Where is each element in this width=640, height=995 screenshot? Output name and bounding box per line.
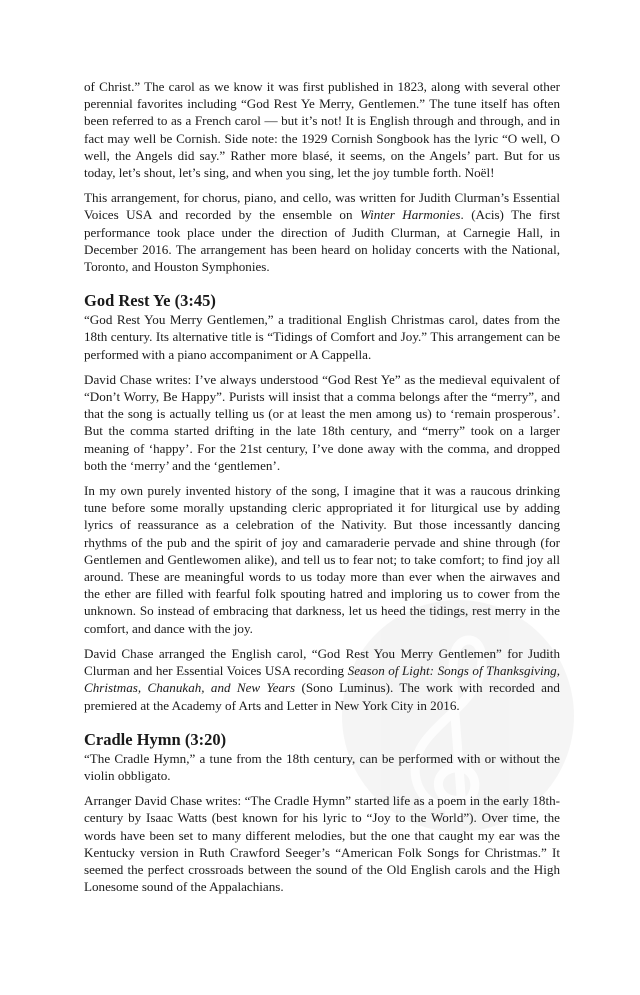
cradle-hymn-paragraph-1: “The Cradle Hymn,” a tune from the 18th century, can be performed with or without the violin obbligato. [84,750,560,783]
god-rest-ye-paragraph-4: David Chase arranged the English carol, “God Rest You Merry Gentlemen” for Judith Clurman and her Essential Voices USA recording Season of Light: Songs of Thanksgiving, Christmas, Chanukah, and New Years (Sono Luminus). The work with recorded and premiered at the Academy of Arts and Letter in New York City in 2016. [84,645,560,713]
document-body [84,78,560,903]
god-rest-ye-paragraph-2: David Chase writes: I’ve always understood “God Rest Ye” as the medieval equivalent of “Don’t Worry, Be Happy”. Purists will insist that a comma belongs after the “merry”, and that the song is actually telling us (or at least the men among us) to ‘remain prosperous’. But the comma started drifting in the late 18th century, and “merry” took on a larger meaning of ‘happy’. For the 21st century, I’ve done away with the comma, and dropped both the ‘merry’ and the ‘gentlemen’. [84,371,560,473]
intro-paragraph-1: of Christ.” The carol as we know it was first published in 1823, along with several other perennial favorites including “God Rest Ye Merry, Gentlemen.” The tune itself has often been referred to as a French carol — but it’s not! It is English through and through, and in fact may well be Cornish. Side note: the 1929 Cornish Songbook has the lyric “O well, O well, the Angels did say.” Rather more blasé, it seems, on the Angels’ part. But for us today, let’s shout, let’s sing, and when you sing, let the joy tumble forth. Noël! [84,79,560,181]
album-title-season-of-light: Season of Light: Songs of Thanksgiving, Christmas, Chanukah, and New Years [84,663,560,696]
section-heading-god-rest-ye: God Rest Ye (3:45) [84,291,216,311]
section-heading-cradle-hymn: Cradle Hymn (3:20) [84,729,227,749]
god-rest-ye-paragraph-1: “God Rest You Merry Gentlemen,” a traditional English Christmas carol, dates from the 18th century. Its alternative title is “Tidings of Comfort and Joy.” This arrangement can be performed with a piano accompaniment or A Cappella. [84,312,560,362]
god-rest-ye-paragraph-3: In my own purely invented history of the song, I imagine that it was a raucous drinking tune before some morally upstanding cleric appropriated it for liturgical use by adding lyrics of reassurance as a celebration of the Nativity. But those incessantly dancing rhythms of the pub and the spirit of joy and camaraderie pervade and shine through (for Gentlemen and Gentlewomen alike), and tell us to fear not; to take comfort; to find joy all around. These are meaningful words to us today more than ever when the airwaves and the ether are filled with fearful folk spouting hatred and imploring us to cower from the unknown. So instead of embracing that darkness, let us heed the tidings, rest merry in the comfort, and dance with the joy. [84,483,560,636]
album-title-winter-harmonies: Winter Harmonies [359,207,461,223]
cradle-hymn-paragraph-2: Arranger David Chase writes: “The Cradle Hymn” started life as a poem in the early 18th-century by Isaac Watts (best known for his lyric to “Joy to the World”). Over time, the words have been set to many different melodies, but the one that caught my ear was the Kentucky version in Ruth Crawford Seeger’s “American Folk Songs for Christmas.” It seemed the perfect crossroads between the sound of the Old English carols and the High Lonesome sound of the Appalachians. [84,793,560,895]
intro-paragraph-2: This arrangement, for chorus, piano, and cello, was written for Judith Clurman’s Essential Voices USA and recorded by the ensemble on Winter Harmonies. (Acis) The first performance took place under the direction of Judith Clurman, at Carnegie Hall, in December 2016. The arrangement has been heard on holiday concerts with the National, Toronto, and Houston Symphonies. [84,190,560,275]
